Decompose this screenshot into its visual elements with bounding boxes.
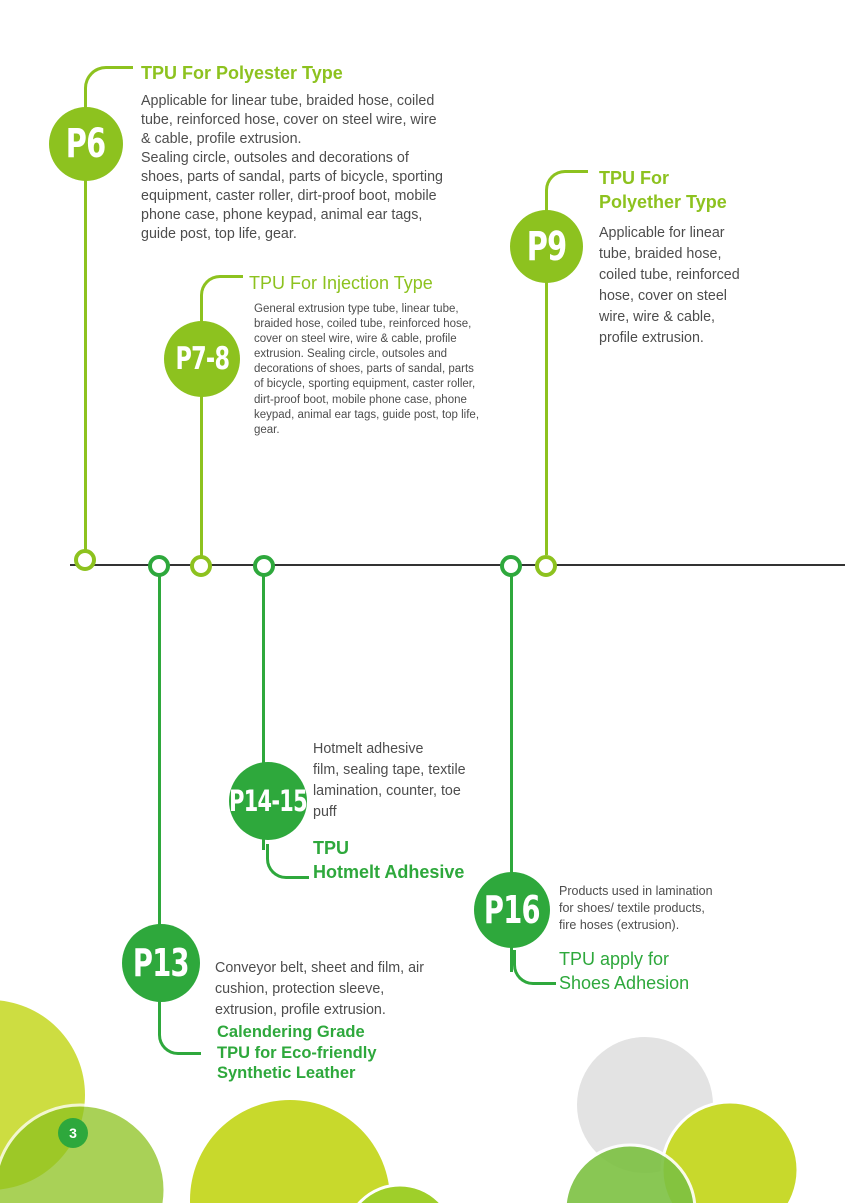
page-number: 3 <box>69 1125 77 1141</box>
p16-title <box>559 947 689 995</box>
p6-line: guide post, top life, gear. <box>141 226 297 242</box>
p1415-description <box>313 739 466 823</box>
p6-line: & cable, profile extrusion. <box>141 131 302 147</box>
p78-line: decorations of shoes, parts of sandal, parts <box>254 363 474 376</box>
p9-badge: P9 <box>510 210 583 283</box>
page-number-badge <box>58 1118 88 1148</box>
p1415-line: film, sealing tape, textile <box>313 762 466 778</box>
p1415-line: Hotmelt adhesive <box>313 741 424 757</box>
p1415-line: lamination, counter, toe <box>313 783 461 799</box>
p6-line: shoes, parts of sandal, parts of bicycle, sporting <box>141 169 443 185</box>
p9-description <box>599 223 740 349</box>
p78-line: gear. <box>254 423 280 436</box>
p9-line: tube, braided hose, <box>599 246 722 262</box>
p6-line: tube, reinforced hose, cover on steel wire, wire <box>141 112 437 128</box>
p16-badge: P16 <box>474 872 550 948</box>
p9-title-line: Polyether Type <box>599 192 727 212</box>
p1415-connector-hook <box>266 844 309 879</box>
p13-title-line: Calendering Grade <box>217 1023 365 1041</box>
p16-title-line: Shoes Adhesion <box>559 973 690 993</box>
p6-line: Applicable for linear tube, braided hose, coiled <box>141 93 435 109</box>
p1415-badge: P14-15 <box>229 762 307 840</box>
p16-line: fire hoses (extrusion). <box>559 918 680 932</box>
p78-line: General extrusion type tube, linear tube, <box>254 303 459 315</box>
p6-line: Sealing circle, outsoles and decorations of <box>141 150 409 166</box>
p13-line: Conveyor belt, sheet and film, air <box>215 960 424 976</box>
p9-title <box>599 166 727 214</box>
p78-badge: P7-8 <box>164 321 240 397</box>
p78-node <box>190 555 212 577</box>
p1415-node <box>253 555 275 577</box>
p78-connector-hook <box>200 275 243 306</box>
p1415-line: puff <box>313 804 337 820</box>
p13-description <box>215 958 424 1021</box>
p9-connector-hook <box>545 170 588 201</box>
p1415-title-line: Hotmelt Adhesive <box>313 862 465 882</box>
p9-line: profile extrusion. <box>599 330 704 346</box>
p16-description <box>559 883 713 934</box>
p16-title-line: TPU apply for <box>559 949 670 969</box>
p9-line: hose, cover on steel <box>599 288 727 304</box>
p9-line: coiled tube, reinforced <box>599 267 740 283</box>
p6-line: equipment, caster roller, dirt-proof boot, mobile <box>141 188 437 204</box>
p13-title-line: TPU for Eco-friendly <box>217 1043 377 1062</box>
p78-line: braided hose, coiled tube, reinforced hose, <box>254 318 472 331</box>
p13-badge: P13 <box>122 924 200 1002</box>
p6-connector-hook <box>84 66 133 101</box>
p16-connector-hook <box>513 950 556 985</box>
p78-description <box>254 302 479 438</box>
p78-line: cover on steel wire, wire & cable, profile <box>254 333 457 346</box>
p6-description <box>141 92 443 244</box>
p78-line: extrusion. Sealing circle, outsoles and <box>254 348 448 361</box>
p6-title: TPU For Polyester Type <box>141 63 343 83</box>
p9-title-line: TPU For <box>599 168 669 188</box>
p6-line: phone case, phone keypad, animal ear tags, <box>141 207 423 223</box>
p78-line: of bicycle, sporting equipment, caster roller, <box>254 378 476 391</box>
p1415-title-line: TPU <box>313 838 349 858</box>
p16-line: for shoes/ textile products, <box>559 901 705 915</box>
p9-line: Applicable for linear <box>599 225 725 241</box>
p6-badge: P6 <box>49 107 123 181</box>
p13-title <box>217 1022 377 1084</box>
p13-title-line: Synthetic Leather <box>217 1064 356 1082</box>
p6-node <box>74 549 96 571</box>
timeline-axis <box>70 564 845 566</box>
p78-line: dirt-proof boot, mobile phone case, phone <box>254 393 467 406</box>
p13-node <box>148 555 170 577</box>
p16-line: Products used in lamination <box>559 884 713 898</box>
p1415-title <box>313 836 464 884</box>
p78-title: TPU For Injection Type <box>249 273 433 293</box>
p9-line: wire, wire & cable, <box>599 309 716 325</box>
p16-node <box>500 555 522 577</box>
p13-line: cushion, protection sleeve, <box>215 981 385 997</box>
p13-line: extrusion, profile extrusion. <box>215 1002 386 1018</box>
p9-node <box>535 555 557 577</box>
p78-line: keypad, animal ear tags, guide post, top life, <box>254 408 480 421</box>
p13-connector-hook <box>158 1018 201 1055</box>
